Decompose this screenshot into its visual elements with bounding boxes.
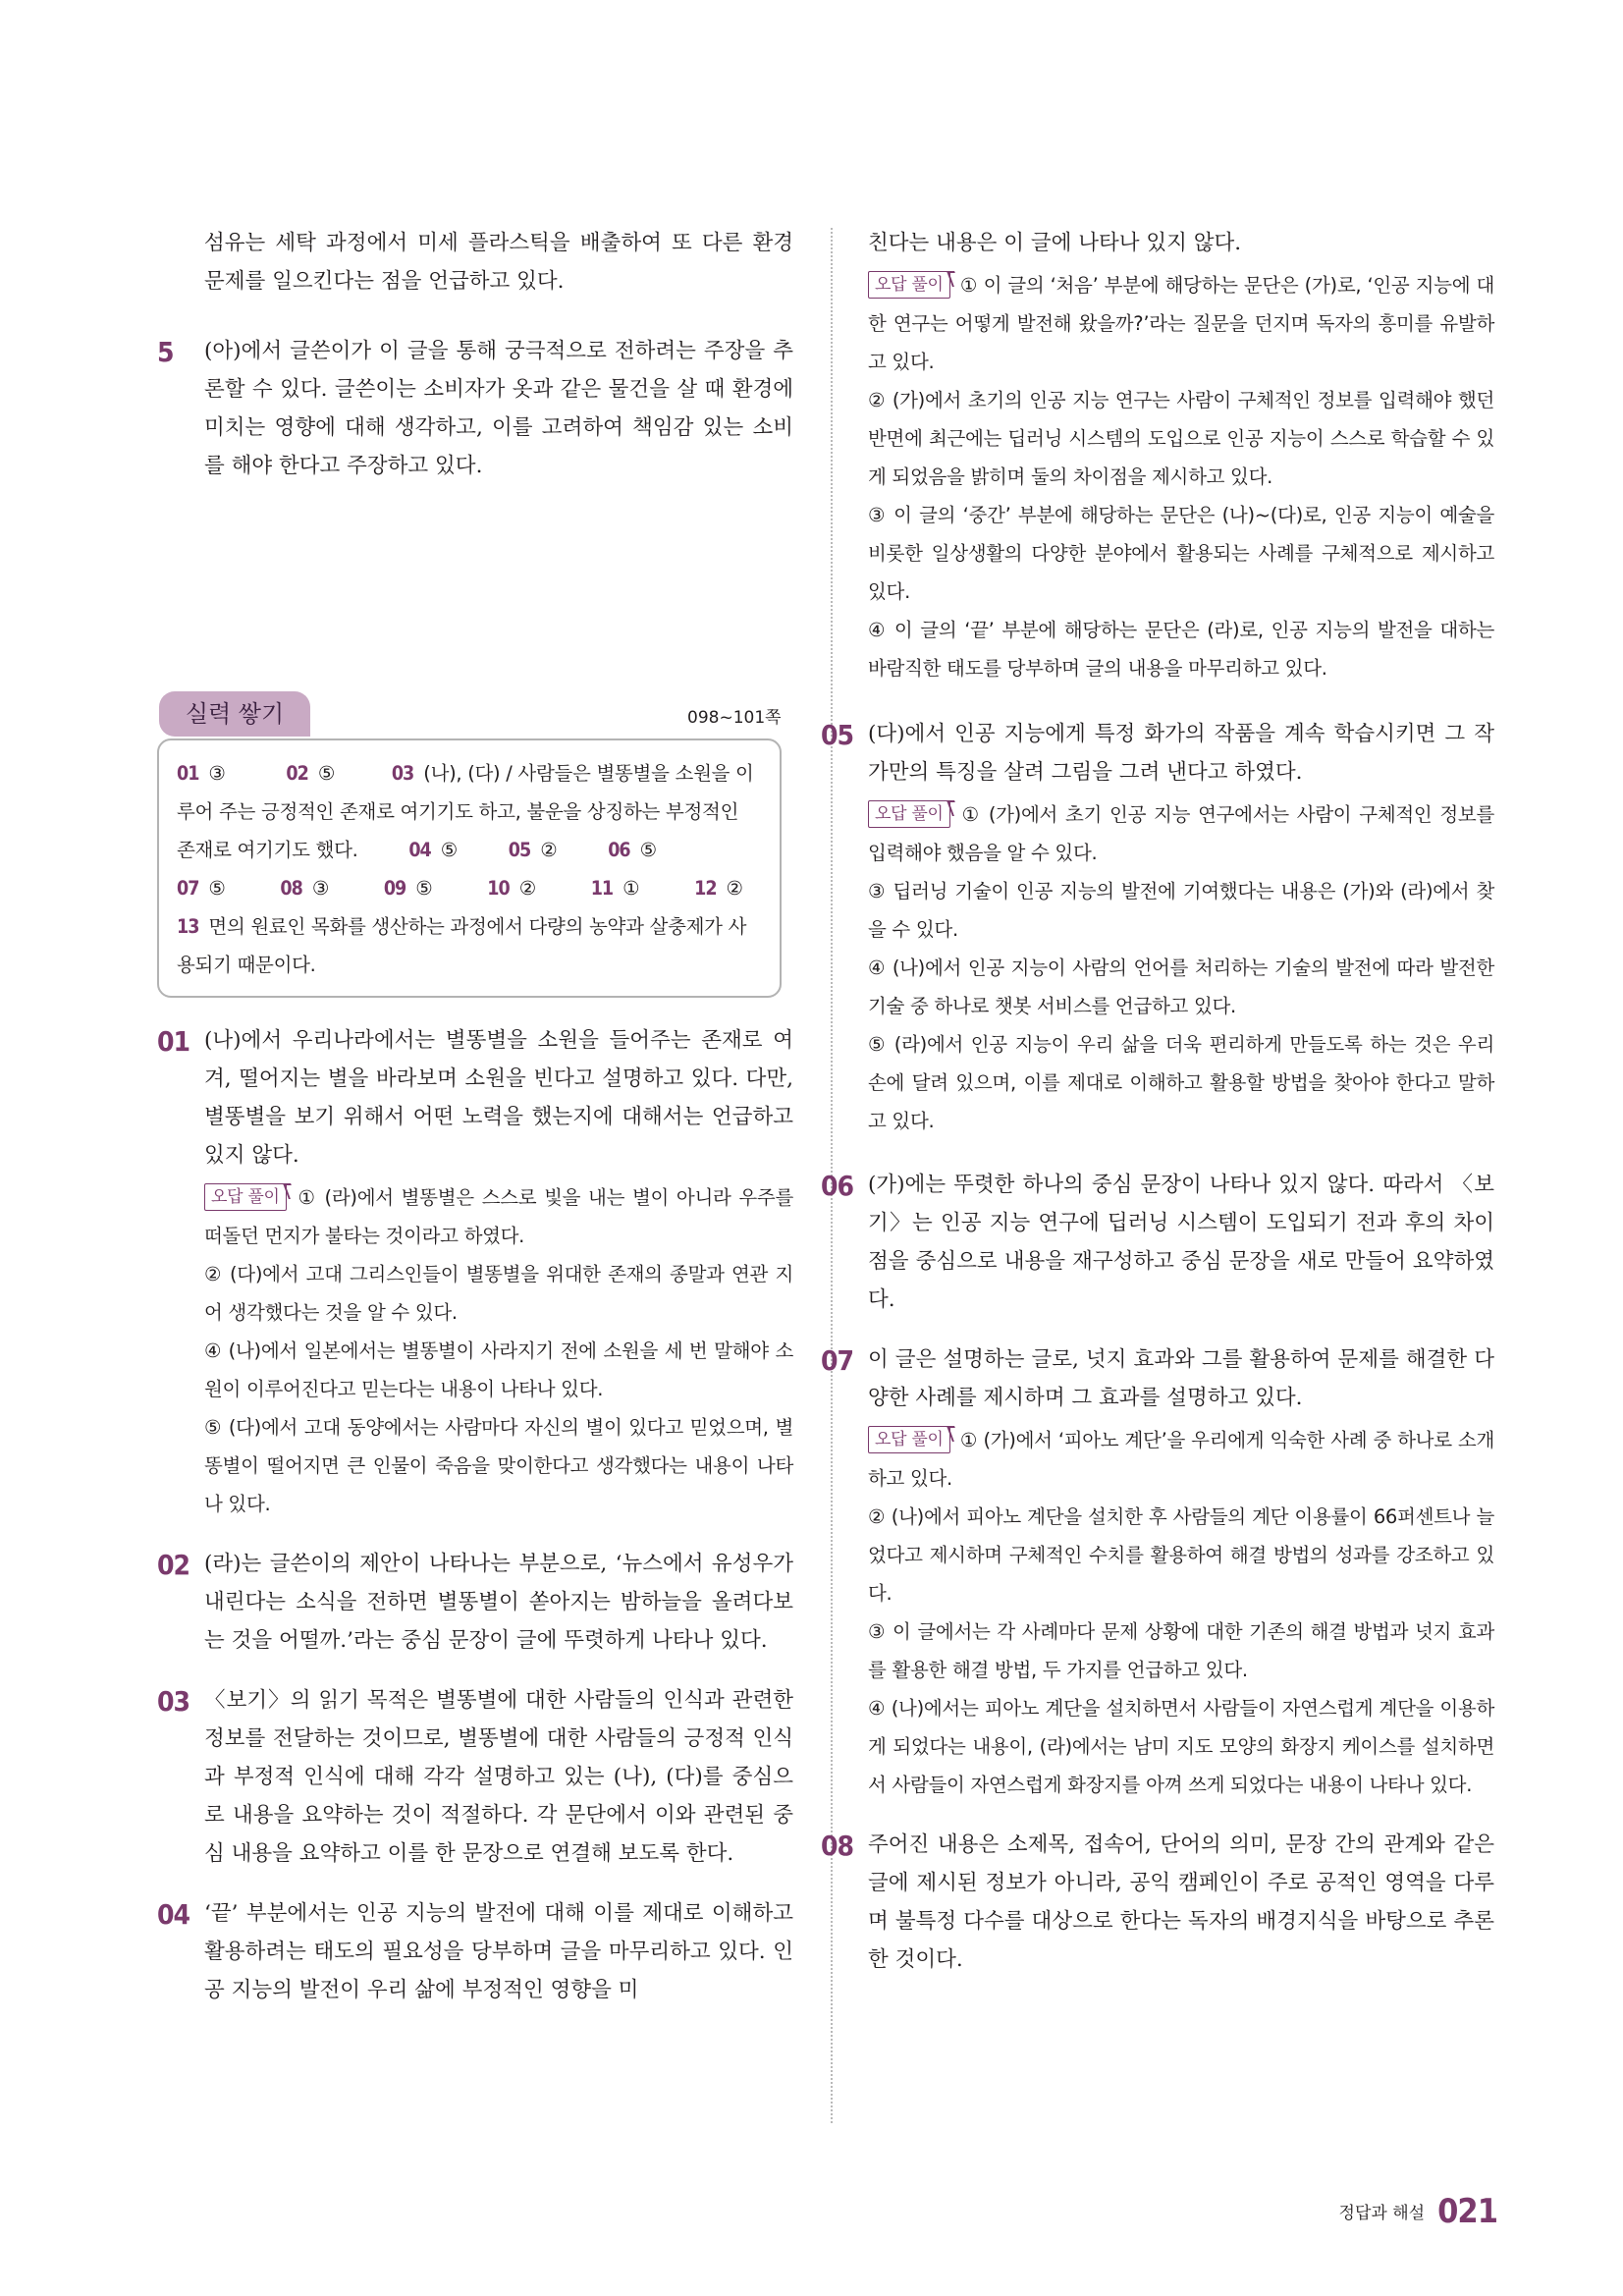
- question-text: 주어진 내용은 소제목, 접속어, 단어의 의미, 문장 간의 관계와 같은 글에 제시된 정보가 아니라, 공익 캠페인이 주로 공적인 영역을 다루며 불특정 다수를 대상으로 한다는 독자의 배경지식을 바탕으로 추론한 것이다.: [868, 1832, 1494, 1972]
- continued-text: 친다는 내용은 이 글에 나타나 있지 않다.: [868, 231, 1242, 255]
- explanation-line: ④ 이 글의 ‘끝’ 부분에 해당하는 문단은 (라)로, 인공 지능의 발전을 대하는 바람직한 태도를 당부하며 글의 내용을 마무리하고 있다.: [868, 619, 1494, 680]
- question-text: 〈보기〉의 읽기 목적은 별똥별에 대한 사람들의 인식과 관련한 정보를 전달하는 것이므로, 별똥별에 대한 사람들의 긍정적 인식과 부정적 인식에 대해 각각 설명하고 있는 (나), (다)를 중심으로 내용을 요약하는 것이 적절하다. 각 문단에서 이와 관련된 중심 내용을 요약하고 이를 한 문장으로 연결해 보도록 한다.: [204, 1688, 793, 1866]
- answer-value: ②: [518, 877, 536, 900]
- page-footer: [1339, 2192, 1497, 2231]
- explanation-line: ④ (나)에서는 피아노 계단을 설치하면서 사람들이 자연스럽게 계단을 이용하게 되었다는 내용이, (라)에서는 남미 지도 모양의 화장지 케이스를 설치하면서 사람들이 자연스럽게 화장지를 아껴 쓰게 되었다는 내용이 나타나 있다.: [868, 1697, 1494, 1796]
- answer-number: 05: [508, 839, 531, 861]
- right-column: [821, 224, 1495, 1979]
- answer-value: ⑤: [415, 877, 433, 900]
- answer-value: ⑤: [639, 839, 657, 861]
- question-text: (라)는 글쓴이의 제안이 나타나는 부분으로, ‘뉴스에서 유성우가 내린다는 소식을 전하면 별똥별이 쏟아지는 밤하늘을 올려다보는 것을 어떨까.’라는 중심 문장이 글에 뚜렷하게 나타나 있다.: [204, 1552, 793, 1653]
- question-text: (가)에는 뚜렷한 하나의 중심 문장이 나타나 있지 않다. 따라서 〈보기〉는 인공 지능 연구에 딥러닝 시스템이 도입되기 전과 후의 차이점을 중심으로 내용을 재구성하고 중심 문장을 새로 만들어 요약하였다.: [868, 1173, 1494, 1312]
- explanation-line: ① (라)에서 별똥별은 스스로 빛을 내는 별이 아니라 우주를 떠돌던 먼지가 불타는 것이라고 하였다.: [204, 1186, 793, 1247]
- page-number: 021: [1437, 2192, 1497, 2231]
- answer-value: ③: [311, 877, 330, 900]
- explanation-line: ⑤ (다)에서 고대 동양에서는 사람마다 자신의 별이 있다고 믿었으며, 별똥별이 떨어지면 큰 인물이 죽음을 맞이한다고 생각했다는 내용이 나타나 있다.: [204, 1416, 793, 1515]
- explanation-line: ③ 딥러닝 기술이 인공 지능의 발전에 기여했다는 내용은 (가)와 (라)에서 찾을 수 있다.: [868, 880, 1494, 941]
- question-08: [821, 1826, 1494, 1979]
- explanation-line: ④ (나)에서 일본에서는 별똥별이 사라지기 전에 소원을 세 번 말해야 소원이 이루어진다고 믿는다는 내용이 나타나 있다.: [204, 1339, 793, 1400]
- question-06: [821, 1166, 1494, 1319]
- question-07: [821, 1340, 1494, 1804]
- wrong-answer-explanation: [204, 1178, 793, 1523]
- question-5: [157, 332, 793, 485]
- answer-value: ①: [622, 877, 640, 900]
- footer-label: 정답과 해설: [1338, 2204, 1426, 2223]
- wrong-answer-tag: 오답 풀이: [868, 800, 950, 828]
- explanation-line: ① (가)에서 초기 인공 지능 연구에서는 사람이 구체적인 정보를 입력해야 했음을 알 수 있다.: [868, 803, 1494, 864]
- answer-value: ⑤: [440, 839, 458, 861]
- answer-value: 면의 원료인 목화를 생산하는 과정에서 다량의 농약과 살충제가 사용되기 때문이다.: [177, 915, 747, 976]
- answer-number: 10: [487, 877, 510, 900]
- explanation-line: ① (가)에서 ‘피아노 계단’을 우리에게 익숙한 사례 중 하나로 소개하고 있다.: [868, 1429, 1494, 1490]
- question-text: (다)에서 인공 지능에게 특정 화가의 작품을 계속 학습시키면 그 작가만의 특징을 살려 그림을 그려 낸다고 하였다.: [868, 722, 1494, 785]
- explanation-line: ① 이 글의 ‘처음’ 부분에 해당하는 문단은 (가)로, ‘인공 지능에 대한 연구는 어떻게 발전해 왔을까?’라는 질문을 던지며 독자의 흥미를 유발하고 있다.: [868, 274, 1494, 373]
- explanation-line: ② (나)에서 피아노 계단을 설치한 후 사람들의 계단 이용률이 66퍼센트나 늘었다고 제시하며 구체적인 수치를 활용하여 해결 방법의 성과를 강조하고 있다.: [868, 1505, 1494, 1605]
- question-02: [157, 1545, 793, 1660]
- answer-number: 01: [177, 762, 199, 785]
- question-text: (아)에서 글쓴이가 이 글을 통해 궁극적으로 전하려는 주장을 추론할 수 있다. 글쓴이는 소비자가 옷과 같은 물건을 살 때 환경에 미치는 영향에 대해 생각하고, 이를 고려하여 책임감 있는 소비를 해야 한다고 주장하고 있다.: [204, 339, 793, 478]
- answer-value: ②: [726, 877, 743, 900]
- wrong-answer-explanation: [868, 1421, 1494, 1804]
- wrong-answer-tag: 오답 풀이: [204, 1183, 287, 1211]
- left-column-lower: [157, 1021, 793, 2009]
- question-03: [157, 1681, 793, 1873]
- answer-number: 04: [408, 839, 431, 861]
- explanation-line: ③ 이 글에서는 각 사례마다 문제 상황에 대한 기존의 해결 방법과 넛지 효과를 활용한 해결 방법, 두 가지를 언급하고 있다.: [868, 1620, 1494, 1681]
- question-number: 08: [821, 1830, 854, 1862]
- question-number: 04: [157, 1898, 190, 1931]
- question-number: 05: [821, 719, 854, 751]
- explanation-line: ② (다)에서 고대 그리스인들이 별똥별을 위대한 존재의 종말과 연관 지어 생각했다는 것을 알 수 있다.: [204, 1263, 793, 1324]
- wrong-answer-tag: 오답 풀이: [868, 1426, 950, 1453]
- answer-value: ⑤: [317, 762, 336, 785]
- question-number: 07: [821, 1344, 854, 1377]
- question-number: 03: [157, 1685, 190, 1718]
- question-text: (나)에서 우리나라에서는 별똥별을 소원을 들어주는 존재로 여겨, 떨어지는 별을 바라보며 소원을 빈다고 설명하고 있다. 다만, 별똥별을 보기 위해서 어떤 노력을 했는지에 대해서는 언급하고 있지 않다.: [204, 1028, 793, 1168]
- question-01: [157, 1021, 793, 1523]
- answer-number: 11: [590, 877, 614, 900]
- question-text: 이 글은 설명하는 글로, 넛지 효과와 그를 활용하여 문제를 해결한 다양한 사례를 제시하며 그 효과를 설명하고 있다.: [868, 1347, 1494, 1410]
- wrong-answer-explanation: [868, 795, 1494, 1140]
- question-number: 5: [157, 336, 174, 368]
- answer-number: 09: [383, 877, 406, 900]
- answer-value: ⑤: [208, 877, 226, 900]
- intro-paragraph: 섬유는 세탁 과정에서 미세 플라스틱을 배출하여 또 다른 환경 문제를 일으킨다는 점을 언급하고 있다.: [204, 231, 793, 294]
- answer-number: 08: [280, 877, 302, 900]
- question-05: [821, 715, 1494, 1140]
- left-column: [157, 224, 793, 485]
- explanation-line: ② (가)에서 초기의 인공 지능 연구는 사람이 구체적인 정보를 입력해야 했던 반면에 최근에는 딥러닝 시스템의 도입으로 인공 지능이 스스로 학습할 수 있게 되었음을 밝히며 둘의 차이점을 제시하고 있다.: [868, 389, 1494, 488]
- question-number: 06: [821, 1170, 854, 1202]
- answer-number: 03: [391, 762, 414, 785]
- answer-number: 02: [286, 762, 308, 785]
- question-04: [157, 1894, 793, 2009]
- answer-number: 07: [177, 877, 199, 900]
- explanation-line: ⑤ (라)에서 인공 지능이 우리 삶을 더욱 편리하게 만들도록 하는 것은 우리 손에 달려 있으며, 이를 제대로 이해하고 활용할 방법을 찾아야 한다고 말하고 있다.: [868, 1033, 1494, 1132]
- answer-value: ③: [208, 762, 226, 785]
- wrong-answer-tag: 오답 풀이: [868, 271, 950, 299]
- answer-summary-box: [157, 738, 782, 998]
- answer-row: [177, 869, 760, 907]
- answer-number: 06: [608, 839, 630, 861]
- answer-row: [177, 754, 760, 869]
- wrong-answer-explanation: [868, 266, 1494, 687]
- skill-box-title: 실력 쌓기: [159, 691, 310, 737]
- answer-value: (나), (다) / 사람들은 별똥별을 소원을 이루어 주는 긍정적인 존재로 여기기도 하고, 불운을 상징하는 부정적인 존재로 여기기도 했다.: [177, 762, 754, 861]
- answer-value: ②: [540, 839, 558, 861]
- question-text: ‘끝’ 부분에서는 인공 지능의 발전에 대해 이를 제대로 이해하고 활용하려는 태도의 필요성을 당부하며 글을 마무리하고 있다. 인공 지능의 발전이 우리 삶에 부정적인 영향을 미: [204, 1901, 793, 2002]
- question-number: 01: [157, 1025, 190, 1058]
- skill-box-pages: 098~101쪽: [687, 708, 782, 728]
- answer-row: [177, 907, 760, 984]
- answer-number: 12: [694, 877, 717, 900]
- explanation-line: ④ (나)에서 인공 지능이 사람의 언어를 처리하는 기술의 발전에 따라 발전한 기술 중 하나로 챗봇 서비스를 언급하고 있다.: [868, 957, 1494, 1017]
- explanation-line: ③ 이 글의 ‘중간’ 부분에 해당하는 문단은 (나)~(다)로, 인공 지능이 예술을 비롯한 일상생활의 다양한 분야에서 활용되는 사례를 구체적으로 제시하고 있다.: [868, 504, 1495, 603]
- question-number: 02: [157, 1549, 190, 1581]
- answer-number: 13: [177, 915, 199, 938]
